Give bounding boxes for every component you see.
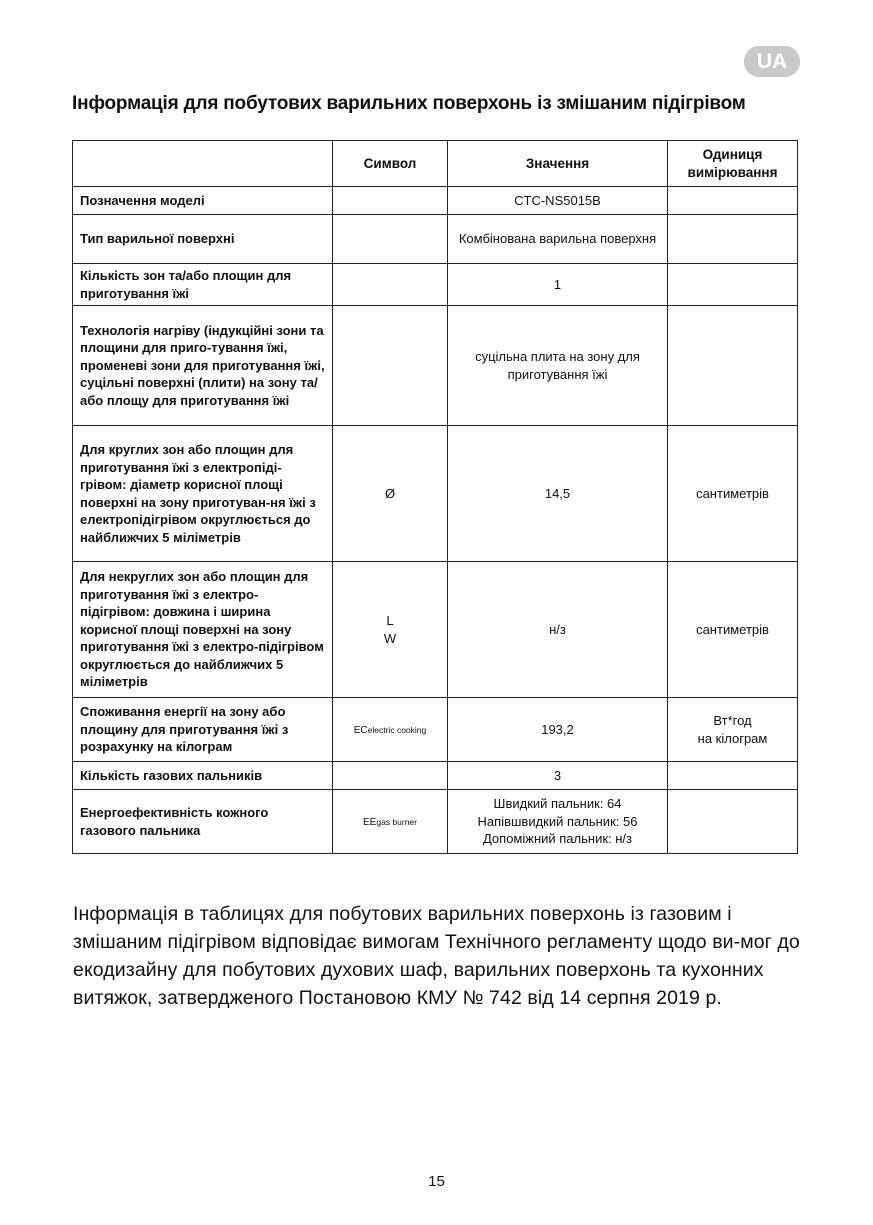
row-unit <box>668 762 798 790</box>
symbol-main: EC <box>353 724 368 736</box>
row-symbol <box>333 762 448 790</box>
header-value: Значення <box>448 141 668 187</box>
row-value: 14,5 <box>448 426 668 562</box>
row-unit <box>668 790 798 854</box>
row-label: Кількість газових пальників <box>73 762 333 790</box>
row-symbol <box>333 215 448 264</box>
unit-line: Вт*год <box>713 713 752 728</box>
table-row <box>73 215 798 264</box>
language-badge: UA <box>744 46 800 77</box>
header-unit: Одиниця вимірювання <box>668 141 798 187</box>
row-symbol <box>333 562 448 698</box>
row-value: 1 <box>448 264 668 306</box>
table-row <box>73 306 798 426</box>
table-row <box>73 264 798 306</box>
row-unit: сантиметрів <box>668 562 798 698</box>
row-value: 3 <box>448 762 668 790</box>
row-unit <box>668 187 798 215</box>
row-label: Кількість зон та/або площин для приготування їжі <box>73 264 333 306</box>
value-line: Швидкий пальник: 64 <box>493 796 622 812</box>
row-value <box>448 790 668 854</box>
symbol-main: EE <box>363 816 377 828</box>
value-line: Допоміжний пальник: н/з <box>482 831 633 847</box>
row-unit <box>668 264 798 306</box>
row-label: Для некруглих зон або площин для приготування їжі з електро-підігрівом: довжина і ширина корисної площі поверхні на зону приготування їжі з електро-підігрівом округлюється до найближчих 5 міліметрів <box>73 562 333 698</box>
row-value: CTC-NS5015B <box>448 187 668 215</box>
header-empty <box>73 141 333 187</box>
row-symbol <box>333 264 448 306</box>
row-symbol <box>333 698 448 762</box>
row-label: Споживання енергії на зону або площину для приготування їжі з розрахунку на кілограм <box>73 698 333 762</box>
row-label: Технологія нагріву (індукційні зони та площини для приго-тування їжі, променеві зони для приготування їжі, суцільні поверхні (плити) на зону та/або площу для приготування їжі <box>73 306 333 426</box>
row-symbol <box>333 187 448 215</box>
symbol-length: L <box>386 613 394 628</box>
row-label: Енергоефективність кожного газового пальника <box>73 790 333 854</box>
row-unit <box>668 698 798 762</box>
row-unit <box>668 215 798 264</box>
page-title: Інформація для побутових варильних поверхонь із змішаним підігрівом <box>72 93 746 114</box>
table-row <box>73 762 798 790</box>
table-row <box>73 562 798 698</box>
row-label: Позначення моделі <box>73 187 333 215</box>
row-unit: сантиметрів <box>668 426 798 562</box>
row-value: 193,2 <box>448 698 668 762</box>
header-symbol: Символ <box>333 141 448 187</box>
table-row <box>73 426 798 562</box>
value-line: Напівшвидкий пальник: 56 <box>477 813 638 829</box>
row-symbol: Ø <box>333 426 448 562</box>
row-label: Тип варильної поверхні <box>73 215 333 264</box>
symbol-subscript: gas burner <box>376 816 417 827</box>
row-label: Для круглих зон або площин для приготування їжі з електропіді-грівом: діаметр корисної площі поверхні на зону приготуван-ня їжі з електропідігрівом округлюється до найближчих 5 міліметрів <box>73 426 333 562</box>
symbol-subscript: electric cooking <box>367 724 427 735</box>
unit-line: на кілограм <box>697 730 768 746</box>
row-value: н/з <box>448 562 668 698</box>
table-header-row <box>73 141 798 187</box>
row-value: суцільна плита на зону для приготування їжі <box>448 306 668 426</box>
table-row <box>73 698 798 762</box>
compliance-note: Інформація в таблицях для побутових варильних поверхонь із газовим і змішаним підігрівом відповідає вимогам Технічного регламенту щодо ви-мог до екодизайну для побутових духових шаф, варильних поверхонь та кухонних витяжок, затвердженого Постановою КМУ № 742 від 14 серпня 2019 р. <box>73 903 800 1009</box>
row-unit <box>668 306 798 426</box>
spec-table <box>72 140 798 854</box>
symbol-width: W <box>383 630 397 646</box>
row-symbol <box>333 306 448 426</box>
table-row <box>73 187 798 215</box>
row-value: Комбінована варильна поверхня <box>448 215 668 264</box>
row-symbol <box>333 790 448 854</box>
page-number: 15 <box>428 1173 445 1190</box>
table-row <box>73 790 798 854</box>
